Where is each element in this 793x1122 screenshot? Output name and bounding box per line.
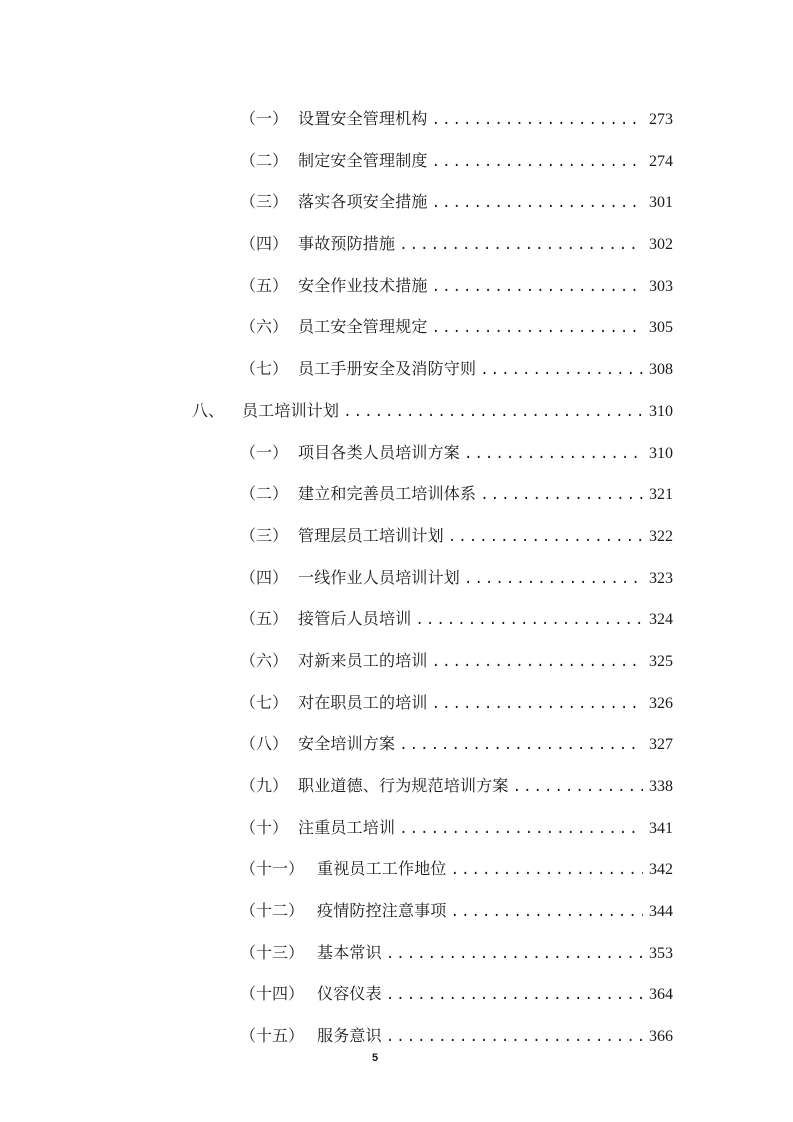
toc-entry-page: 342 (649, 861, 673, 879)
toc-entry-number: （一） (240, 442, 289, 462)
toc-entry-title: 员工培训计划 (242, 400, 340, 420)
toc-entry[interactable] (0, 263, 793, 305)
toc-entry-title: 对在职员工的培训 (298, 692, 428, 712)
toc-entry[interactable] (0, 763, 793, 805)
dot-leader (513, 779, 643, 795)
toc-entry-page: 364 (649, 986, 673, 1004)
dot-leader (415, 612, 643, 628)
toc-entry-number: （六） (240, 317, 289, 337)
dot-leader (480, 362, 643, 378)
toc-entry-number: （四） (240, 567, 289, 587)
toc-entry[interactable] (0, 721, 793, 763)
toc-entry-number: （三） (240, 192, 289, 212)
toc-entry[interactable] (0, 304, 793, 346)
dot-leader (464, 571, 643, 587)
dot-leader (386, 987, 643, 1003)
toc-entry-number: （七） (240, 692, 289, 712)
toc-entry-page: 302 (649, 236, 673, 254)
toc-entry-title: 管理层员工培训计划 (298, 525, 444, 545)
toc-entry-number: （七） (240, 359, 289, 379)
dot-leader (464, 446, 643, 462)
toc-entry-page: 324 (649, 611, 673, 629)
toc-entry-title: 建立和完善员工培训体系 (298, 484, 477, 504)
toc-entry-title: 职业道德、行为规范培训方案 (298, 776, 509, 795)
dot-leader (432, 654, 643, 670)
toc-entry[interactable] (0, 596, 793, 638)
dot-leader (432, 154, 643, 170)
toc-entry-number: （二） (240, 150, 289, 170)
dot-leader (399, 237, 643, 253)
toc-entry-page: 322 (649, 527, 673, 545)
toc-entry-title: 基本常识 (317, 942, 382, 962)
toc-entry[interactable] (0, 846, 793, 888)
toc-entry-title: 服务意识 (317, 1026, 382, 1046)
toc-entry-page: 366 (649, 1028, 673, 1046)
toc-entry-page: 353 (649, 944, 673, 962)
toc-entry-page: 326 (649, 694, 673, 712)
toc-entry[interactable] (0, 888, 793, 930)
toc-entry[interactable] (0, 346, 793, 388)
toc-entry[interactable] (0, 179, 793, 221)
dot-leader (432, 279, 643, 295)
dot-leader (451, 904, 643, 920)
toc-entry-title: 制定安全管理制度 (298, 150, 428, 170)
toc-entry-title: 一线作业人员培训计划 (298, 567, 461, 587)
dot-leader (480, 487, 643, 503)
toc-entry-number: （五） (240, 609, 289, 629)
toc-entry-title: 疫情防控注意事项 (317, 901, 447, 921)
toc-entry-page: 303 (649, 277, 673, 295)
toc-entry-number: （十四） (240, 984, 305, 1004)
toc-entry-title: 重视员工工作地位 (317, 859, 447, 879)
toc-entry-number: （一） (240, 109, 289, 128)
toc-entry-title: 员工手册安全及消防守则 (298, 359, 477, 379)
toc-entry-title: 项目各类人员培训方案 (298, 442, 461, 462)
toc-entry-number: （十） (240, 817, 289, 837)
toc-entry-page: 305 (649, 319, 673, 337)
toc-entry-title: 安全作业技术措施 (298, 275, 428, 295)
toc-entry-title: 安全培训方案 (298, 734, 396, 754)
toc-entry-number: （十二） (240, 901, 305, 921)
toc-entry-page: 327 (649, 736, 673, 754)
toc-entry-title: 注重员工培训 (298, 817, 396, 837)
toc-entry-title: 仪容仪表 (317, 984, 382, 1004)
toc-entry-page: 338 (649, 778, 673, 795)
toc-entry-chapter[interactable] (0, 388, 793, 430)
dot-leader (448, 529, 643, 545)
toc-entry[interactable] (0, 471, 793, 513)
toc-entry[interactable] (0, 971, 793, 1013)
toc-entry-title: 落实各项安全措施 (298, 192, 428, 212)
toc-entry-page: 301 (649, 194, 673, 212)
dot-leader (451, 862, 643, 878)
toc-entry[interactable] (0, 1013, 793, 1055)
toc-entry-number: 八、 (192, 400, 225, 420)
toc-entry-page: 323 (649, 569, 673, 587)
table-of-contents (0, 96, 793, 1055)
toc-entry-page: 273 (649, 111, 673, 128)
toc-entry[interactable] (0, 513, 793, 555)
toc-entry-page: 310 (649, 402, 673, 420)
toc-entry[interactable] (0, 221, 793, 263)
toc-entry-number: （二） (240, 484, 289, 504)
toc-entry-title: 接管后人员培训 (298, 609, 412, 629)
toc-entry-page: 308 (649, 361, 673, 379)
dot-leader (399, 737, 643, 753)
toc-entry-number: （四） (240, 234, 289, 254)
toc-entry-number: （五） (240, 275, 289, 295)
page-number: 5 (371, 1052, 379, 1064)
dot-leader (432, 320, 643, 336)
toc-entry-page: 310 (649, 444, 673, 462)
toc-entry-number: （三） (240, 525, 289, 545)
toc-entry-page: 321 (649, 486, 673, 504)
toc-entry-page: 341 (649, 819, 673, 837)
toc-entry-page: 325 (649, 652, 673, 670)
toc-entry-page: 344 (649, 903, 673, 921)
toc-entry[interactable] (0, 430, 793, 472)
toc-entry-number: （六） (240, 650, 289, 670)
dot-leader (432, 195, 643, 211)
toc-entry-number: （九） (240, 776, 289, 795)
toc-entry-title: 设置安全管理机构 (298, 109, 428, 128)
toc-entry-number: （十一） (240, 859, 305, 879)
toc-entry[interactable] (0, 680, 793, 722)
toc-entry[interactable] (0, 555, 793, 597)
toc-entry-number: （十五） (240, 1026, 305, 1046)
toc-entry-number: （八） (240, 734, 289, 754)
dot-leader (432, 112, 643, 128)
toc-entry-title: 对新来员工的培训 (298, 650, 428, 670)
dot-leader (386, 1029, 643, 1045)
toc-entry[interactable] (0, 930, 793, 972)
dot-leader (399, 821, 643, 837)
toc-entry[interactable] (0, 96, 793, 138)
toc-entry-title: 事故预防措施 (298, 234, 396, 254)
dot-leader (343, 404, 643, 420)
toc-entry-number: （十三） (240, 942, 305, 962)
toc-entry[interactable] (0, 638, 793, 680)
dot-leader (386, 946, 643, 962)
toc-entry-page: 274 (649, 152, 673, 170)
toc-entry[interactable] (0, 805, 793, 847)
dot-leader (432, 696, 643, 712)
toc-entry[interactable] (0, 138, 793, 180)
toc-entry-title: 员工安全管理规定 (298, 317, 428, 337)
